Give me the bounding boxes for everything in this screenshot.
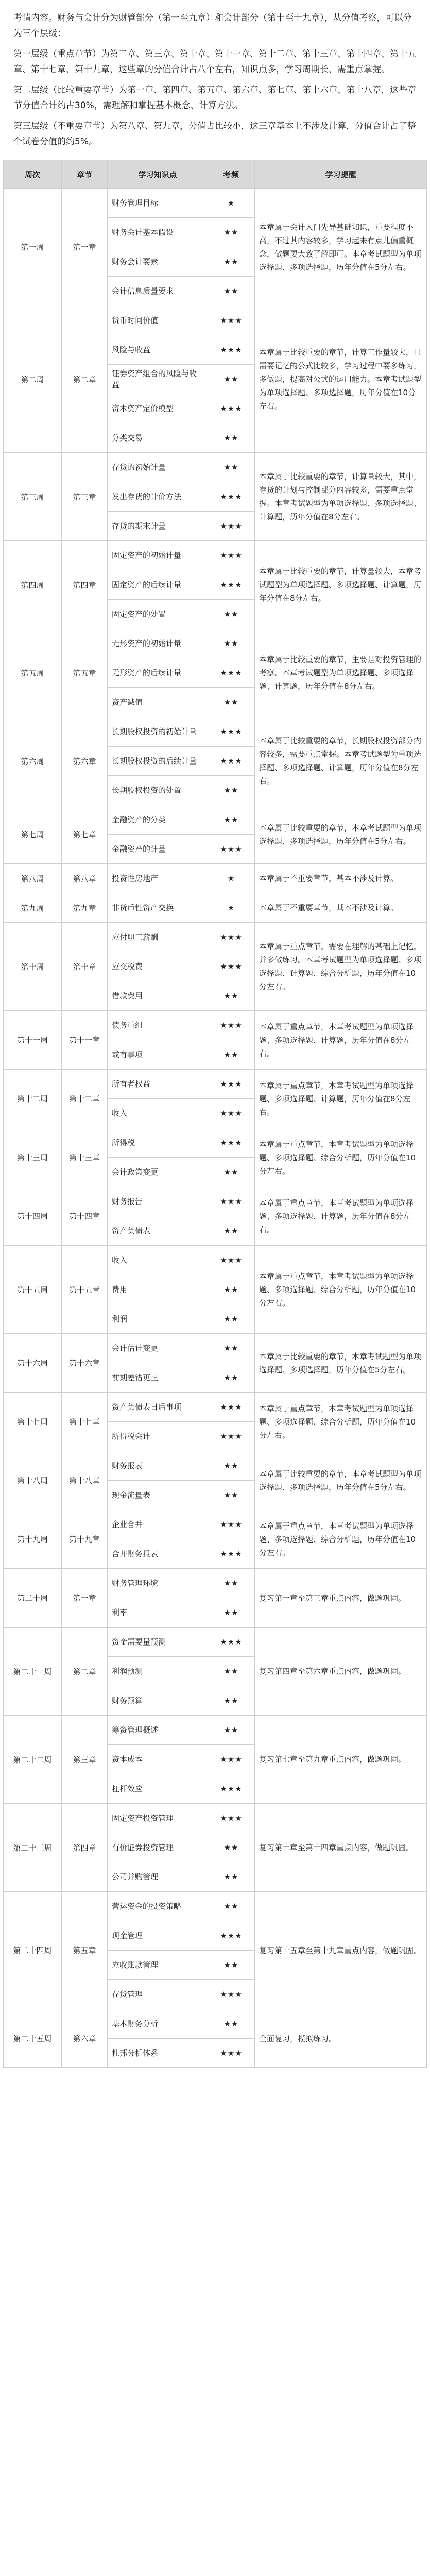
knowledge-point-cell: 无形资产的初始计量	[108, 629, 208, 658]
frequency-stars: ★★★	[208, 1187, 255, 1216]
reminder-cell: 本章属于会计入门先导基础知识，重要程度不高，不过其内容较多，学习起来有点儿偏重概念，做题要大致了解即可。本章考试题型为单项选择题、多项选择题，历年分值在5分左右。	[255, 189, 427, 306]
reminder-cell: 本章属于重点章节，本章考试题型为单项选择题、多项选择题、计算题，历年分值在8分左右。	[255, 1187, 427, 1246]
chapter-cell: 第八章	[62, 864, 108, 893]
knowledge-point-cell: 现金流量表	[108, 1481, 208, 1510]
week-cell: 第十周	[4, 923, 62, 1011]
chapter-cell: 第七章	[62, 805, 108, 864]
knowledge-point-cell: 证券资产组合的风险与收益	[108, 365, 208, 394]
frequency-stars: ★★	[208, 1598, 255, 1628]
frequency-stars: ★★	[208, 1040, 255, 1070]
knowledge-point-cell: 费用	[108, 1275, 208, 1304]
knowledge-point-cell: 金融资产的计量	[108, 835, 208, 864]
frequency-stars: ★★	[208, 1363, 255, 1393]
chapter-cell: 第十八章	[62, 1451, 108, 1510]
table-row	[4, 1187, 427, 1216]
frequency-stars: ★★	[208, 277, 255, 306]
reminder-cell: 本章属于重点章节，本章考试题型为单项选择题、多项选择题、综合分析题，历年分值在10分左右。	[255, 1246, 427, 1334]
chapter-cell: 第四章	[62, 1804, 108, 1892]
frequency-stars: ★★	[208, 2009, 255, 2039]
frequency-stars: ★	[208, 189, 255, 218]
knowledge-point-cell: 资产负债表	[108, 1216, 208, 1246]
knowledge-point-cell: 企业合并	[108, 1510, 208, 1539]
frequency-stars: ★★	[208, 1686, 255, 1716]
frequency-stars: ★★	[208, 1451, 255, 1481]
knowledge-point-cell: 财务预算	[108, 1686, 208, 1716]
knowledge-point-cell: 存货的期末计量	[108, 512, 208, 541]
week-cell: 第十八周	[4, 1451, 62, 1510]
frequency-stars: ★★★	[208, 923, 255, 952]
table-row	[4, 1569, 427, 1598]
frequency-stars: ★★★	[208, 1539, 255, 1569]
week-cell: 第三周	[4, 453, 62, 541]
table-row	[4, 923, 427, 952]
plan-table-wrap	[0, 160, 430, 2068]
week-cell: 第二十四周	[4, 1892, 62, 2009]
table-row	[4, 1804, 427, 1833]
week-cell: 第十三周	[4, 1128, 62, 1187]
chapter-cell: 第一章	[62, 189, 108, 306]
frequency-stars: ★★★	[208, 1980, 255, 2009]
knowledge-point-cell: 利润预测	[108, 1657, 208, 1686]
table-row	[4, 306, 427, 335]
reminder-cell: 本章属于重点章节，本章考试题型为单项选择题、多项选择题、计算题，历年分值在8分左右。	[255, 1011, 427, 1070]
frequency-stars: ★★	[208, 688, 255, 717]
reminder-cell: 本章属于重点章节，本章考试题型为单项选择题、多项选择题、综合分析题，历年分值在10分左右。	[255, 1393, 427, 1451]
frequency-stars: ★★★	[208, 1745, 255, 1774]
knowledge-point-cell: 营运资金的投资策略	[108, 1892, 208, 1921]
frequency-stars: ★★	[208, 600, 255, 629]
reminder-cell: 全面复习，模拟练习。	[255, 2009, 427, 2068]
knowledge-point-cell: 所有者权益	[108, 1070, 208, 1099]
frequency-stars: ★★	[208, 1833, 255, 1862]
frequency-stars: ★★★	[208, 394, 255, 423]
chapter-cell: 第六章	[62, 717, 108, 805]
knowledge-point-cell: 无形资产的后续计量	[108, 658, 208, 688]
knowledge-point-cell: 所得税	[108, 1128, 208, 1158]
reminder-cell: 复习第十章至第十四章重点内容，做题巩固。	[255, 1804, 427, 1892]
frequency-stars: ★★	[208, 1481, 255, 1510]
week-cell: 第九周	[4, 893, 62, 923]
reminder-cell: 本章属于比较重要的章节，本章考试题型为单项选择题、多项选择题，历年分值在5分左右。	[255, 1334, 427, 1393]
knowledge-point-cell: 筹资管理概述	[108, 1716, 208, 1745]
knowledge-point-cell: 固定资产投资管理	[108, 1804, 208, 1833]
frequency-stars: ★★	[208, 218, 255, 247]
knowledge-point-cell: 长期股权投资的初始计量	[108, 717, 208, 747]
reminder-cell: 本章属于比较重要的章节，长期股权投资部分内容较多，需要重点掌握。本章考试题型为单项选择题、多项选择题、计算题，历年分值在8分左右。	[255, 717, 427, 805]
frequency-stars: ★★★	[208, 1804, 255, 1833]
intro-paragraph-1: 第一层级（重点章节）为第二章、第三章、第十章、第十一章、第十二章、第十三章、第十四章、第十五章、第十七章、第十九章，这些章的分值合计占八个左右，知识点多，学习周期长，需重点掌握。	[13, 49, 416, 75]
knowledge-point-cell: 存货管理	[108, 1980, 208, 2009]
header-knowledge-point: 学习知识点	[108, 160, 208, 189]
frequency-stars: ★★	[208, 1158, 255, 1187]
table-row	[4, 1246, 427, 1275]
chapter-cell: 第十四章	[62, 1187, 108, 1246]
week-cell: 第十四周	[4, 1187, 62, 1246]
header-frequency: 考频	[208, 160, 255, 189]
week-cell: 第二十二周	[4, 1716, 62, 1804]
frequency-stars: ★★★	[208, 1128, 255, 1158]
intro-section	[0, 0, 430, 160]
reminder-cell: 复习第四章至第六章重点内容，做题巩固。	[255, 1628, 427, 1716]
week-cell: 第二十周	[4, 1569, 62, 1628]
knowledge-point-cell: 或有事项	[108, 1040, 208, 1070]
knowledge-point-cell: 有价证券投资管理	[108, 1833, 208, 1862]
knowledge-point-cell: 收入	[108, 1246, 208, 1275]
frequency-stars: ★★★	[208, 658, 255, 688]
knowledge-point-cell: 发出存货的计价方法	[108, 482, 208, 512]
frequency-stars: ★★★	[208, 747, 255, 776]
reminder-cell: 本章属于比较重要的章节，主要是对投资管理的考察。本章考试题型为单项选择题、多项选择题、计算题，历年分值在8分左右。	[255, 629, 427, 717]
chapter-cell: 第九章	[62, 893, 108, 923]
knowledge-point-cell: 所得税会计	[108, 1422, 208, 1451]
week-cell: 第四周	[4, 541, 62, 629]
frequency-stars: ★★	[208, 1275, 255, 1304]
week-cell: 第十五周	[4, 1246, 62, 1334]
knowledge-point-cell: 前期差错更正	[108, 1363, 208, 1393]
chapter-cell: 第五章	[62, 629, 108, 717]
knowledge-point-cell: 投资性房地产	[108, 864, 208, 893]
header-week: 周次	[4, 160, 62, 189]
knowledge-point-cell: 资本成本	[108, 1745, 208, 1774]
reminder-cell: 本章属于比较重要的章节，计算工作量较大，且需要记忆的公式比较多，学习过程中要多练习，多做题，提高对公式的运用能力。本章考试题型为单项选择题、多项选择题，历年分值在10分左右。	[255, 306, 427, 453]
frequency-stars: ★★★	[208, 1011, 255, 1040]
week-cell: 第二十五周	[4, 2009, 62, 2068]
frequency-stars: ★★	[208, 453, 255, 482]
table-row	[4, 629, 427, 658]
frequency-stars: ★★	[208, 1862, 255, 1892]
frequency-stars: ★★	[208, 981, 255, 1011]
week-cell: 第十九周	[4, 1510, 62, 1569]
week-cell: 第二周	[4, 306, 62, 453]
chapter-cell: 第十七章	[62, 1393, 108, 1451]
knowledge-point-cell: 固定资产的后续计量	[108, 570, 208, 600]
reminder-cell: 本章属于比较重要的章节，本章考试题型为单项选择题、多项选择题，历年分值在5分左右。	[255, 1451, 427, 1510]
chapter-cell: 第二章	[62, 1628, 108, 1716]
chapter-cell: 第十六章	[62, 1334, 108, 1393]
knowledge-point-cell: 合并财务报表	[108, 1539, 208, 1569]
knowledge-point-cell: 借款费用	[108, 981, 208, 1011]
chapter-cell: 第六章	[62, 2009, 108, 2068]
knowledge-point-cell: 资本资产定价模型	[108, 394, 208, 423]
week-cell: 第十七周	[4, 1393, 62, 1451]
knowledge-point-cell: 财务会计要素	[108, 247, 208, 277]
chapter-cell: 第十五章	[62, 1246, 108, 1334]
table-row	[4, 189, 427, 218]
table-row	[4, 1510, 427, 1539]
knowledge-point-cell: 会计估计变更	[108, 1334, 208, 1363]
chapter-cell: 第十二章	[62, 1070, 108, 1128]
week-cell: 第五周	[4, 629, 62, 717]
knowledge-point-cell: 杜邦分析体系	[108, 2039, 208, 2068]
knowledge-point-cell: 基本财务分析	[108, 2009, 208, 2039]
table-header-row	[4, 160, 427, 189]
frequency-stars: ★★	[208, 1951, 255, 1980]
knowledge-point-cell: 财务管理目标	[108, 189, 208, 218]
frequency-stars: ★★	[208, 1334, 255, 1363]
knowledge-point-cell: 杠杆效应	[108, 1774, 208, 1804]
knowledge-point-cell: 金融资产的分类	[108, 805, 208, 835]
frequency-stars: ★★	[208, 247, 255, 277]
reminder-cell: 本章属于重点章节，需要在理解的基础上记忆，并多做练习。本章考试题型为单项选择题、多项选择题、计算题、综合分析题，历年分值在10分左右。	[255, 923, 427, 1011]
frequency-stars: ★★★	[208, 717, 255, 747]
week-cell: 第二十三周	[4, 1804, 62, 1892]
knowledge-point-cell: 应收账款管理	[108, 1951, 208, 1980]
table-row	[4, 1128, 427, 1158]
chapter-cell: 第三章	[62, 1716, 108, 1804]
table-row	[4, 1070, 427, 1099]
intro-paragraph-0: 考情内容。财务与会计分为财管部分（第一至九章）和会计部分（第十至十九章），从分值考察，可以分为三个层级：	[13, 13, 412, 39]
table-row	[4, 1451, 427, 1481]
table-row	[4, 453, 427, 482]
week-cell: 第十一周	[4, 1011, 62, 1070]
chapter-cell: 第十九章	[62, 1510, 108, 1569]
knowledge-point-cell: 公司并购管理	[108, 1862, 208, 1892]
frequency-stars: ★★★	[208, 1099, 255, 1128]
frequency-stars: ★★	[208, 1892, 255, 1921]
table-row	[4, 2009, 427, 2039]
frequency-stars: ★★★	[208, 1628, 255, 1657]
week-cell: 第十二周	[4, 1070, 62, 1128]
chapter-cell: 第五章	[62, 1892, 108, 2009]
frequency-stars: ★★★	[208, 482, 255, 512]
frequency-stars: ★★	[208, 423, 255, 453]
week-cell: 第一周	[4, 189, 62, 306]
knowledge-point-cell: 债务重组	[108, 1011, 208, 1040]
week-cell: 第二十一周	[4, 1628, 62, 1716]
frequency-stars: ★★★	[208, 952, 255, 981]
frequency-stars: ★★	[208, 1657, 255, 1686]
knowledge-point-cell: 会计信息质量要求	[108, 277, 208, 306]
frequency-stars: ★★★	[208, 512, 255, 541]
intro-paragraph-3: 第三层级（不重要章节）为第八章、第九章，分值占比较小，这三章基本上不涉及计算，分值合计占了整个试卷分值的约5%。	[13, 121, 416, 147]
week-cell: 第十六周	[4, 1334, 62, 1393]
knowledge-point-cell: 风险与收益	[108, 335, 208, 365]
knowledge-point-cell: 固定资产的处置	[108, 600, 208, 629]
knowledge-point-cell: 收入	[108, 1099, 208, 1128]
knowledge-point-cell: 资金需要量预测	[108, 1628, 208, 1657]
reminder-cell: 本章属于重点章节，本章考试题型为单项选择题、多项选择题、综合分析题，历年分值在10分左右。	[255, 1510, 427, 1569]
frequency-stars: ★★	[208, 629, 255, 658]
week-cell: 第七周	[4, 805, 62, 864]
frequency-stars: ★★★	[208, 1393, 255, 1422]
chapter-cell: 第十章	[62, 923, 108, 1011]
frequency-stars: ★★★	[208, 1510, 255, 1539]
knowledge-point-cell: 现金管理	[108, 1921, 208, 1951]
table-row	[4, 1628, 427, 1657]
knowledge-point-cell: 财务管理环境	[108, 1569, 208, 1598]
frequency-stars: ★★★	[208, 570, 255, 600]
knowledge-point-cell: 会计政策变更	[108, 1158, 208, 1187]
reminder-cell: 复习第一章至第三章重点内容，做题巩固。	[255, 1569, 427, 1628]
reminder-cell: 本章属于比较重要的章节，计算量较大，其中，存货的计划与控制部分内容较多，需要重点掌握。本章考试题型为单项选择题、多项选择题、计算题，历年分值在8分左右。	[255, 453, 427, 541]
knowledge-point-cell: 资产减值	[108, 688, 208, 717]
knowledge-point-cell: 财务会计基本假设	[108, 218, 208, 247]
knowledge-point-cell: 存货的初始计量	[108, 453, 208, 482]
study-plan-table	[3, 160, 427, 2068]
frequency-stars: ★★	[208, 1569, 255, 1598]
knowledge-point-cell: 财务报表	[108, 1451, 208, 1481]
knowledge-point-cell: 利润	[108, 1304, 208, 1334]
table-row	[4, 893, 427, 923]
chapter-cell: 第三章	[62, 453, 108, 541]
reminder-cell: 本章属于重点章节，本章考试题型为单项选择题、多项选择题、计算题，历年分值在8分左右。	[255, 1070, 427, 1128]
week-cell: 第六周	[4, 717, 62, 805]
frequency-stars: ★	[208, 893, 255, 923]
chapter-cell: 第四章	[62, 541, 108, 629]
reminder-cell: 复习第十五章至第十九章重点内容，做题巩固。	[255, 1892, 427, 2009]
chapter-cell: 第二章	[62, 306, 108, 453]
table-row	[4, 1892, 427, 1921]
reminder-cell: 本章属于比较重要的章节，计算量较大，本章考试题型为单项选择题、多项选择题、计算题，历年分值在8分左右。	[255, 541, 427, 629]
table-row	[4, 717, 427, 747]
frequency-stars: ★★★	[208, 1774, 255, 1804]
knowledge-point-cell: 利率	[108, 1598, 208, 1628]
chapter-cell: 第十三章	[62, 1128, 108, 1187]
frequency-stars: ★★★	[208, 1921, 255, 1951]
table-row	[4, 864, 427, 893]
intro-paragraph-2: 第二层级（比较重要章节）为第一章、第四章、第五章、第六章、第七章、第十六章、第十八章，这些章节分值合计约占30%，需理解和掌握基本概念、计算方法。	[13, 85, 416, 111]
table-row	[4, 1011, 427, 1040]
frequency-stars: ★	[208, 864, 255, 893]
reminder-cell: 本章属于不重要章节，基本不涉及计算。	[255, 864, 427, 893]
table-row	[4, 805, 427, 835]
table-row	[4, 1393, 427, 1422]
knowledge-point-cell: 应交税费	[108, 952, 208, 981]
knowledge-point-cell: 应付职工薪酬	[108, 923, 208, 952]
reminder-cell: 本章属于重点章节，本章考试题型为单项选择题、多项选择题、综合分析题，历年分值在10分左右。	[255, 1128, 427, 1187]
frequency-stars: ★★★	[208, 1070, 255, 1099]
header-chapter: 章节	[62, 160, 108, 189]
frequency-stars: ★★★	[208, 335, 255, 365]
knowledge-point-cell: 固定资产的初始计量	[108, 541, 208, 570]
table-row	[4, 541, 427, 570]
frequency-stars: ★★	[208, 1216, 255, 1246]
knowledge-point-cell: 货币时间价值	[108, 306, 208, 335]
table-row	[4, 1334, 427, 1363]
frequency-stars: ★★★	[208, 306, 255, 335]
frequency-stars: ★★	[208, 1304, 255, 1334]
knowledge-point-cell: 分类交易	[108, 423, 208, 453]
frequency-stars: ★★★	[208, 2039, 255, 2068]
frequency-stars: ★★★	[208, 835, 255, 864]
chapter-cell: 第十一章	[62, 1011, 108, 1070]
knowledge-point-cell: 财务报告	[108, 1187, 208, 1216]
frequency-stars: ★★	[208, 365, 255, 394]
header-reminder: 学习提醒	[255, 160, 427, 189]
frequency-stars: ★★★	[208, 541, 255, 570]
frequency-stars: ★★	[208, 1716, 255, 1745]
knowledge-point-cell: 资产负债表日后事项	[108, 1393, 208, 1422]
knowledge-point-cell: 长期股权投资的后续计量	[108, 747, 208, 776]
reminder-cell: 本章属于比较重要的章节，本章考试题型为单项选择题、多项选择题，历年分值在5分左右。	[255, 805, 427, 864]
frequency-stars: ★★	[208, 776, 255, 805]
frequency-stars: ★★★	[208, 1422, 255, 1451]
week-cell: 第八周	[4, 864, 62, 893]
reminder-cell: 本章属于不重要章节，基本不涉及计算。	[255, 893, 427, 923]
reminder-cell: 复习第七章至第九章重点内容，做题巩固。	[255, 1716, 427, 1804]
frequency-stars: ★★	[208, 805, 255, 835]
table-body	[4, 189, 427, 2068]
frequency-stars: ★★★	[208, 1246, 255, 1275]
chapter-cell: 第一章	[62, 1569, 108, 1628]
table-row	[4, 1716, 427, 1745]
knowledge-point-cell: 非货币性资产交换	[108, 893, 208, 923]
knowledge-point-cell: 长期股权投资的处置	[108, 776, 208, 805]
